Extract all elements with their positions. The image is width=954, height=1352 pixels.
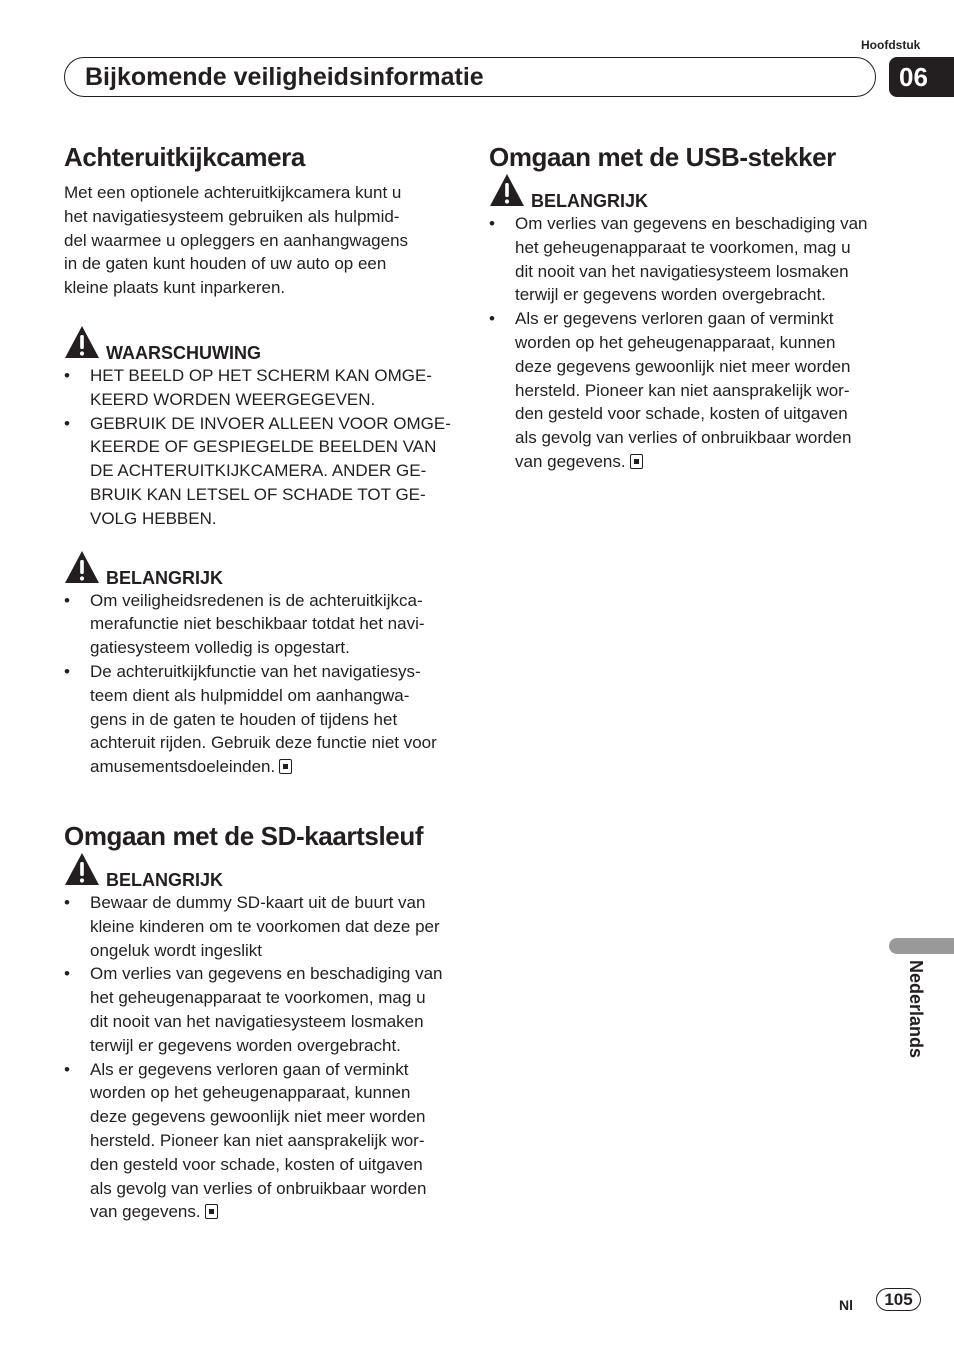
list-item-line: teem dient als hulpmiddel om aanhangwa- [90, 685, 410, 705]
list-item [64, 412, 454, 531]
warning-triangle-icon [64, 325, 106, 364]
section-sd [64, 821, 454, 1224]
list-item-line: het geheugenapparaat te voorkomen, mag u [90, 988, 426, 1008]
bullet-icon: • [64, 661, 70, 681]
list-item-line: BRUIK KAN LETSEL OF SCHADE TOT GE- [90, 484, 426, 504]
list-item-line: ongeluk wordt ingeslikt [90, 940, 262, 960]
chapter-number: 06 [889, 57, 954, 97]
end-of-section-icon [630, 454, 643, 469]
list-item-line: worden op het geheugenapparaat, kunnen [515, 332, 836, 352]
important-notice-sd [64, 855, 454, 1224]
bullet-icon: • [489, 309, 495, 329]
list-item-line: KEERD WORDEN WEERGEGEVEN. [90, 389, 376, 409]
list-item-line: Om veiligheidsredenen is de achteruitkijkca- [90, 590, 423, 610]
list-item-line: kleine kinderen om te voorkomen dat deze per [90, 916, 440, 936]
end-of-section-icon [205, 1204, 218, 1219]
list-item-line: gatiesysteem volledig is opgestart. [90, 638, 350, 658]
intro-line: het navigatiesysteem gebruiken als hulpmid- [64, 206, 400, 226]
list-item-line: GEBRUIK DE INVOER ALLEEN VOOR OMGE- [90, 413, 451, 433]
warning-triangle-icon [489, 173, 531, 212]
language-tab [889, 938, 954, 954]
list-item-line: HET BEELD OP HET SCHERM KAN OMGE- [90, 365, 432, 385]
list-item-line: hersteld. Pioneer kan niet aansprakelijk wor- [515, 380, 850, 400]
language-label: Nederlands [906, 960, 926, 1059]
important-header [64, 855, 454, 891]
list-item-line: amusementsdoeleinden. [90, 757, 276, 777]
list-item-line: worden op het geheugenapparaat, kunnen [90, 1083, 411, 1103]
list-item-line: van gegevens. [515, 451, 626, 471]
important-label: BELANGRIJK [106, 567, 224, 588]
list-item [64, 962, 454, 1057]
end-of-section-icon [279, 759, 292, 774]
list-item-line: VOLG HEBBEN. [90, 508, 217, 528]
section-camera [64, 142, 454, 779]
important-list-usb [489, 212, 879, 474]
warning-label: WAARSCHUWING [106, 342, 261, 363]
list-item-line: De achteruitkijkfunctie van het navigatiesys- [90, 661, 421, 681]
list-item-line: dit nooit van het navigatiesysteem losmaken [90, 1011, 424, 1031]
chapter-title: Bijkomende veiligheidsinformatie [64, 57, 876, 97]
important-header [489, 176, 879, 212]
list-item-line: van gegevens. [90, 1202, 201, 1222]
chapter-label: Hoofdstuk [861, 38, 921, 52]
important-header [64, 553, 454, 589]
list-item-line: dit nooit van het navigatiesysteem losmaken [515, 261, 849, 281]
list-item-line: als gevolg van verlies of onbruikbaar worden [515, 428, 852, 448]
important-label: BELANGRIJK [106, 870, 224, 890]
list-item-line: terwijl er gegevens worden overgebracht. [515, 285, 826, 305]
list-item [64, 589, 454, 660]
bullet-icon: • [64, 893, 70, 912]
warning-header [64, 328, 454, 364]
bullet-icon: • [64, 590, 70, 610]
camera-intro [64, 181, 454, 300]
list-item [489, 307, 879, 474]
bullet-icon: • [64, 964, 70, 984]
list-item [489, 212, 879, 307]
intro-line: in de gaten kunt houden of uw auto op een [64, 254, 387, 274]
list-item-line: deze gegevens gewoonlijk niet meer worden [515, 356, 851, 376]
bullet-icon: • [64, 1059, 70, 1079]
bullet-icon: • [489, 214, 495, 233]
list-item [64, 364, 454, 412]
list-item-line: het geheugenapparaat te voorkomen, mag u [515, 237, 851, 257]
list-item-line: Om verlies van gegevens en beschadiging van [515, 214, 868, 233]
bullet-icon: • [64, 413, 70, 433]
section-usb [489, 142, 879, 474]
important-list-camera [64, 589, 454, 779]
list-item [64, 1058, 454, 1225]
list-item-line: Bewaar de dummy SD-kaart uit de buurt van [90, 893, 426, 912]
important-notice-camera [64, 553, 454, 779]
bullet-icon: • [64, 365, 70, 385]
warning-triangle-icon [64, 852, 106, 891]
warning-triangle-icon [64, 550, 106, 589]
section-title-sd: Omgaan met de SD-kaartsleuf [64, 821, 424, 851]
intro-line: Met een optionele achteruitkijkcamera kunt u [64, 183, 402, 202]
intro-line: kleine plaats kunt inparkeren. [64, 278, 286, 298]
list-item-line: Als er gegevens verloren gaan of verminkt [515, 309, 834, 329]
list-item-line: Als er gegevens verloren gaan of verminkt [90, 1059, 409, 1079]
list-item-line: den gesteld voor schade, kosten of uitgaven [515, 404, 848, 424]
list-item-line: merafunctie niet beschikbaar totdat het navi- [90, 614, 425, 634]
list-item-line: terwijl er gegevens worden overgebracht. [90, 1035, 401, 1055]
list-item-line: achteruit rijden. Gebruik deze functie niet voor [90, 733, 437, 753]
language-code: Nl [839, 1297, 853, 1313]
section-title-camera: Achteruitkijkcamera [64, 142, 305, 172]
important-label: BELANGRIJK [531, 191, 649, 211]
list-item-line: Om verlies van gegevens en beschadiging van [90, 964, 443, 984]
list-item-line: als gevolg van verlies of onbruikbaar worden [90, 1178, 427, 1198]
intro-line: del waarmee u opleggers en aanhangwagens [64, 230, 409, 250]
important-notice-usb [489, 176, 879, 474]
important-list-sd [64, 891, 454, 1224]
list-item-line: hersteld. Pioneer kan niet aansprakelijk wor- [90, 1130, 425, 1150]
list-item-line: DE ACHTERUITKIJKCAMERA. ANDER GE- [90, 461, 427, 481]
list-item-line: KEERDE OF GESPIEGELDE BEELDEN VAN [90, 437, 437, 457]
list-item [64, 891, 454, 962]
page-number: 105 [876, 1288, 921, 1311]
list-item-line: deze gegevens gewoonlijk niet meer worden [90, 1107, 426, 1127]
section-title-usb: Omgaan met de USB-stekker [489, 142, 836, 172]
list-item-line: den gesteld voor schade, kosten of uitgaven [90, 1154, 423, 1174]
warning-list [64, 364, 454, 531]
warning-notice [64, 328, 454, 531]
list-item [64, 660, 454, 779]
list-item-line: gens in de gaten te houden of tijdens het [90, 709, 398, 729]
